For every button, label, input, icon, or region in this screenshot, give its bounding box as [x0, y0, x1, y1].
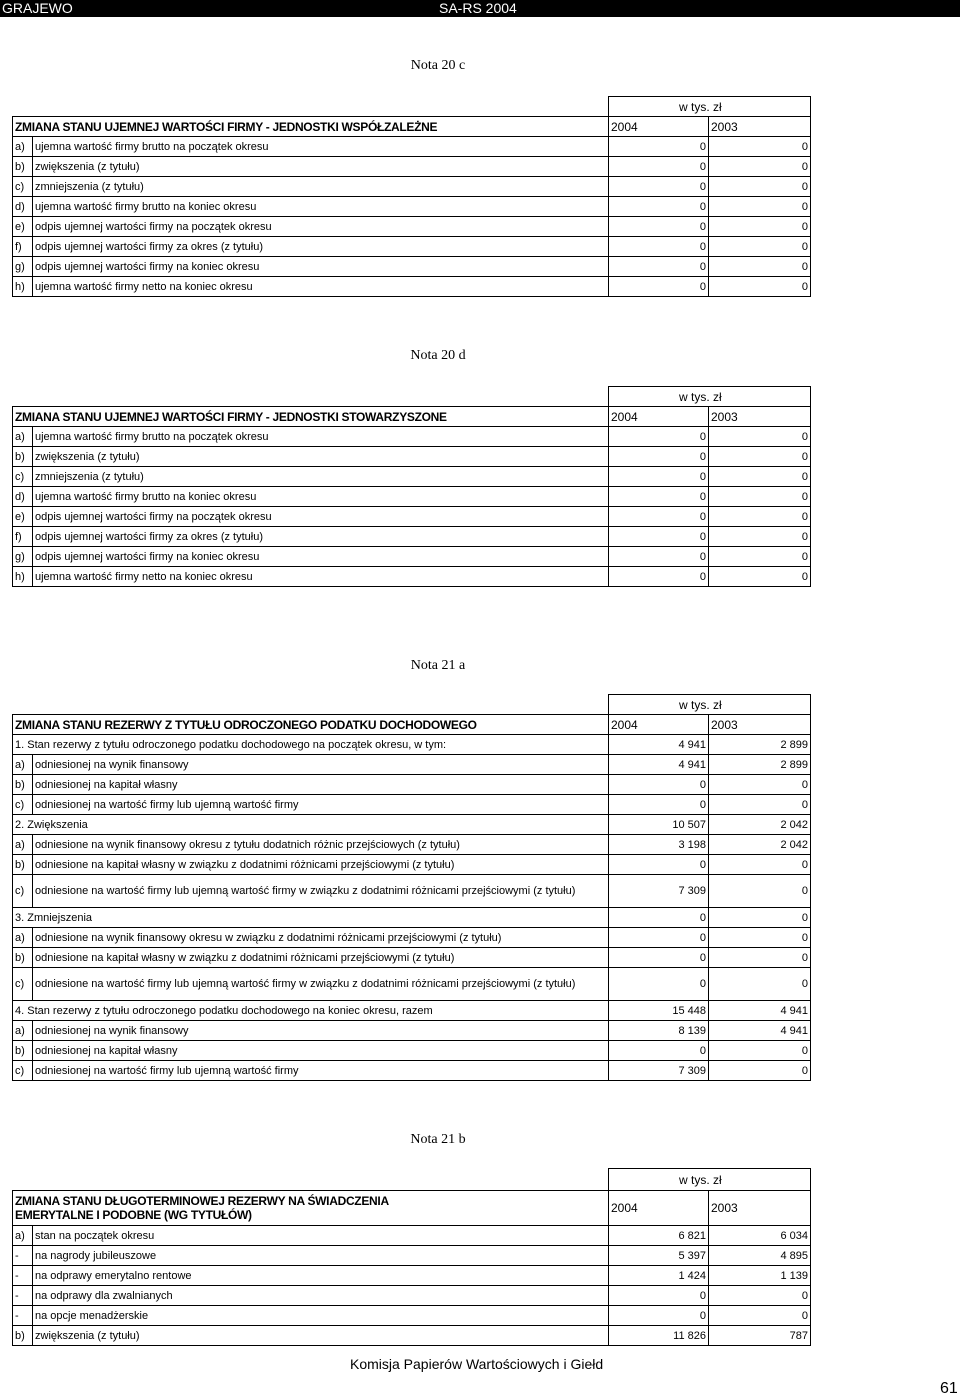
value-2004: 0 [609, 795, 709, 815]
value-2004: 0 [609, 1286, 709, 1306]
row-label: odpis ujemnej wartości firmy na koniec okresu [33, 257, 609, 277]
row-label: ujemna wartość firmy netto na koniec okresu [33, 277, 609, 297]
row-label: zwiększenia (z tytułu) [33, 1326, 609, 1346]
table-row [13, 755, 811, 775]
row-label: odniesionej na wartość firmy lub ujemną wartość firmy [33, 1061, 609, 1081]
row-prefix: c) [13, 875, 33, 908]
value-2003: 0 [709, 855, 811, 875]
value-2004: 0 [609, 968, 709, 1001]
table-row [13, 137, 811, 157]
table-row [13, 277, 811, 297]
row-label: ujemna wartość firmy netto na koniec okresu [33, 567, 609, 587]
value-2004: 0 [609, 507, 709, 527]
table-heading: ZMIANA STANU UJEMNEJ WARTOŚCI FIRMY - JEDNOSTKI WSPÓŁZALEŻNE [13, 117, 609, 137]
value-2004: 0 [609, 775, 709, 795]
value-2003: 0 [709, 547, 811, 567]
row-label: odniesionej na wartość firmy lub ujemną wartość firmy [33, 795, 609, 815]
page-number: 61 [940, 1380, 958, 1397]
row-prefix: - [13, 1266, 33, 1286]
table-row [13, 567, 811, 587]
table-row [13, 547, 811, 567]
row-prefix: b) [13, 855, 33, 875]
row-prefix: a) [13, 835, 33, 855]
year-previous: 2003 [709, 117, 811, 137]
row-label: na nagrody jubileuszowe [33, 1246, 609, 1266]
value-2003: 0 [709, 567, 811, 587]
value-2003: 0 [709, 775, 811, 795]
row-prefix: c) [13, 795, 33, 815]
row-label: odpis ujemnej wartości firmy za okres (z tytułu) [33, 237, 609, 257]
row-prefix: - [13, 1306, 33, 1326]
value-2004: 0 [609, 217, 709, 237]
value-2004: 15 448 [609, 1001, 709, 1021]
row-label: na opcje menadżerskie [33, 1306, 609, 1326]
row-prefix: a) [13, 137, 33, 157]
value-2004: 0 [609, 527, 709, 547]
value-2003: 787 [709, 1326, 811, 1346]
table-row [13, 908, 811, 928]
value-2003: 0 [709, 1286, 811, 1306]
value-2003: 0 [709, 137, 811, 157]
row-label: odniesione na wynik finansowy okresu z tytułu dodatnich różnic przejściowych (z tytułu) [33, 835, 609, 855]
value-2003: 0 [709, 1061, 811, 1081]
table-row [13, 467, 811, 487]
value-2003: 0 [709, 795, 811, 815]
row-prefix: g) [13, 547, 33, 567]
row-label: odniesione na wartość firmy lub ujemną wartość firmy w związku z dodatnimi różnicami przejściowymi (z tytułu) [33, 968, 609, 1001]
table-row [13, 1021, 811, 1041]
year-current: 2004 [609, 407, 709, 427]
row-prefix: c) [13, 467, 33, 487]
row-prefix: b) [13, 1326, 33, 1346]
row-label: ujemna wartość firmy brutto na koniec okresu [33, 487, 609, 507]
value-2003: 0 [709, 467, 811, 487]
value-2004: 10 507 [609, 815, 709, 835]
row-prefix: a) [13, 1226, 33, 1246]
row-label: ujemna wartość firmy brutto na koniec okresu [33, 197, 609, 217]
note-table [12, 1168, 811, 1346]
note-table [12, 694, 811, 1081]
value-2004: 0 [609, 447, 709, 467]
table-row [13, 928, 811, 948]
value-2003: 0 [709, 157, 811, 177]
value-2004: 0 [609, 928, 709, 948]
value-2004: 0 [609, 487, 709, 507]
year-previous: 2003 [709, 715, 811, 735]
row-prefix: e) [13, 507, 33, 527]
value-2004: 0 [609, 197, 709, 217]
table-row [13, 217, 811, 237]
table-heading: ZMIANA STANU UJEMNEJ WARTOŚCI FIRMY - JEDNOSTKI STOWARZYSZONE [13, 407, 609, 427]
row-prefix: - [13, 1286, 33, 1306]
value-2004: 0 [609, 237, 709, 257]
value-2004: 4 941 [609, 735, 709, 755]
value-2003: 0 [709, 928, 811, 948]
table-row [13, 157, 811, 177]
row-label: ujemna wartość firmy brutto na początek okresu [33, 137, 609, 157]
row-label: zmniejszenia (z tytułu) [33, 177, 609, 197]
row-prefix: e) [13, 217, 33, 237]
row-prefix: h) [13, 567, 33, 587]
row-prefix: f) [13, 237, 33, 257]
row-label: odpis ujemnej wartości firmy na koniec okresu [33, 547, 609, 567]
table-row [13, 775, 811, 795]
row-label: zwiększenia (z tytułu) [33, 157, 609, 177]
table-row [13, 1326, 811, 1346]
row-prefix: f) [13, 527, 33, 547]
table-heading: ZMIANA STANU DŁUGOTERMINOWEJ REZERWY NA ŚWIADCZENIA EMERYTALNE I PODOBNE (WG TYTUŁÓW) [13, 1191, 609, 1226]
value-2004: 5 397 [609, 1246, 709, 1266]
table-row [13, 177, 811, 197]
row-label: 1. Stan rezerwy z tytułu odroczonego podatku dochodowego na początek okresu, w tym: [13, 735, 609, 755]
value-2003: 2 042 [709, 815, 811, 835]
value-2003: 0 [709, 948, 811, 968]
value-2004: 0 [609, 467, 709, 487]
value-2003: 2 042 [709, 835, 811, 855]
value-2003: 0 [709, 277, 811, 297]
value-2004: 0 [609, 157, 709, 177]
value-2004: 1 424 [609, 1266, 709, 1286]
value-2003: 0 [709, 257, 811, 277]
row-label: odniesionej na kapitał własny [33, 775, 609, 795]
table-row [13, 875, 811, 908]
table-row [13, 507, 811, 527]
row-label: odniesione na kapitał własny w związku z dodatnimi różnicami przejściowymi (z tytułu) [33, 855, 609, 875]
value-2003: 0 [709, 237, 811, 257]
company-name: GRAJEWO [2, 0, 73, 16]
table-row [13, 1246, 811, 1266]
table-row [13, 735, 811, 755]
unit-label: w tys. zł [609, 97, 811, 117]
table-row [13, 835, 811, 855]
row-label: na odprawy dla zwalnianych [33, 1286, 609, 1306]
table-row [13, 1226, 811, 1246]
unit-label: w tys. zł [609, 695, 811, 715]
row-label: odniesionej na wynik finansowy [33, 755, 609, 775]
value-2003: 0 [709, 908, 811, 928]
row-prefix: d) [13, 197, 33, 217]
row-prefix: b) [13, 948, 33, 968]
note-title: Nota 20 d [410, 348, 466, 363]
table-heading: ZMIANA STANU REZERWY Z TYTUŁU ODROCZONEGO PODATKU DOCHODOWEGO [13, 715, 609, 735]
year-previous: 2003 [709, 407, 811, 427]
value-2004: 0 [609, 177, 709, 197]
value-2004: 0 [609, 567, 709, 587]
table-row [13, 1001, 811, 1021]
value-2004: 0 [609, 908, 709, 928]
value-2003: 0 [709, 1306, 811, 1326]
row-label: odniesionej na kapitał własny [33, 1041, 609, 1061]
row-prefix: c) [13, 968, 33, 1001]
table-row [13, 948, 811, 968]
table-row [13, 197, 811, 217]
value-2004: 0 [609, 257, 709, 277]
value-2004: 7 309 [609, 875, 709, 908]
value-2004: 11 826 [609, 1326, 709, 1346]
table-row [13, 447, 811, 467]
row-label: odniesione na kapitał własny w związku z dodatnimi różnicami przejściowymi (z tytułu) [33, 948, 609, 968]
value-2003: 2 899 [709, 735, 811, 755]
value-2004: 0 [609, 547, 709, 567]
row-prefix: b) [13, 1041, 33, 1061]
row-prefix: a) [13, 1021, 33, 1041]
value-2004: 4 941 [609, 755, 709, 775]
value-2003: 6 034 [709, 1226, 811, 1246]
table-row [13, 968, 811, 1001]
row-prefix: c) [13, 1061, 33, 1081]
table-row [13, 237, 811, 257]
row-label: na odprawy emerytalno rentowe [33, 1266, 609, 1286]
row-prefix: g) [13, 257, 33, 277]
value-2004: 0 [609, 277, 709, 297]
unit-label: w tys. zł [609, 387, 811, 407]
row-label: 2. Zwiększenia [13, 815, 609, 835]
year-current: 2004 [609, 715, 709, 735]
row-prefix: b) [13, 157, 33, 177]
value-2003: 0 [709, 447, 811, 467]
value-2004: 6 821 [609, 1226, 709, 1246]
value-2003: 0 [709, 217, 811, 237]
value-2003: 0 [709, 427, 811, 447]
value-2004: 0 [609, 1306, 709, 1326]
year-current: 2004 [609, 117, 709, 137]
value-2004: 0 [609, 137, 709, 157]
row-label: odniesione na wynik finansowy okresu w związku z dodatnimi różnicami przejściowymi (z tytułu) [33, 928, 609, 948]
row-prefix: a) [13, 427, 33, 447]
table-row [13, 257, 811, 277]
year-current: 2004 [609, 1191, 709, 1226]
value-2003: 1 139 [709, 1266, 811, 1286]
row-prefix: c) [13, 177, 33, 197]
table-row [13, 427, 811, 447]
value-2004: 3 198 [609, 835, 709, 855]
row-label: zwiększenia (z tytułu) [33, 447, 609, 467]
value-2003: 0 [709, 968, 811, 1001]
table-row [13, 855, 811, 875]
row-prefix: h) [13, 277, 33, 297]
value-2003: 0 [709, 507, 811, 527]
note-table [12, 96, 811, 297]
table-row [13, 1266, 811, 1286]
value-2003: 4 895 [709, 1246, 811, 1266]
value-2003: 4 941 [709, 1001, 811, 1021]
table-row [13, 1306, 811, 1326]
report-code: SA-RS 2004 [439, 0, 517, 16]
row-label: odpis ujemnej wartości firmy na początek okresu [33, 217, 609, 237]
row-prefix: b) [13, 775, 33, 795]
row-prefix: d) [13, 487, 33, 507]
table-row [13, 1286, 811, 1306]
year-previous: 2003 [709, 1191, 811, 1226]
value-2004: 0 [609, 855, 709, 875]
row-prefix: - [13, 1246, 33, 1266]
value-2003: 2 899 [709, 755, 811, 775]
table-row [13, 815, 811, 835]
value-2003: 0 [709, 1041, 811, 1061]
value-2003: 0 [709, 177, 811, 197]
row-label: 3. Zmniejszenia [13, 908, 609, 928]
value-2003: 0 [709, 527, 811, 547]
note-table [12, 386, 811, 587]
value-2004: 0 [609, 427, 709, 447]
value-2004: 8 139 [609, 1021, 709, 1041]
row-label: odpis ujemnej wartości firmy za okres (z tytułu) [33, 527, 609, 547]
header-bar [0, 0, 960, 17]
note-title: Nota 20 c [410, 58, 466, 73]
value-2003: 0 [709, 875, 811, 908]
table-row [13, 487, 811, 507]
value-2003: 4 941 [709, 1021, 811, 1041]
row-label: ujemna wartość firmy brutto na początek okresu [33, 427, 609, 447]
note-title: Nota 21 a [410, 658, 466, 673]
value-2004: 0 [609, 948, 709, 968]
row-label: odniesionej na wynik finansowy [33, 1021, 609, 1041]
row-prefix: b) [13, 447, 33, 467]
table-row [13, 527, 811, 547]
row-label: odpis ujemnej wartości firmy na początek okresu [33, 507, 609, 527]
value-2003: 0 [709, 197, 811, 217]
row-label: 4. Stan rezerwy z tytułu odroczonego podatku dochodowego na koniec okresu, razem [13, 1001, 609, 1021]
row-prefix: a) [13, 755, 33, 775]
note-title: Nota 21 b [410, 1132, 466, 1147]
table-row [13, 1041, 811, 1061]
table-row [13, 795, 811, 815]
value-2004: 7 309 [609, 1061, 709, 1081]
row-prefix: a) [13, 928, 33, 948]
table-row [13, 1061, 811, 1081]
row-label: odniesione na wartość firmy lub ujemną wartość firmy w związku z dodatnimi różnicami przejściowymi (z tytułu) [33, 875, 609, 908]
value-2003: 0 [709, 487, 811, 507]
row-label: zmniejszenia (z tytułu) [33, 467, 609, 487]
unit-label: w tys. zł [609, 1169, 811, 1191]
row-label: stan na początek okresu [33, 1226, 609, 1246]
value-2004: 0 [609, 1041, 709, 1061]
footer-text: Komisja Papierów Wartościowych i Giełd [350, 1356, 604, 1372]
